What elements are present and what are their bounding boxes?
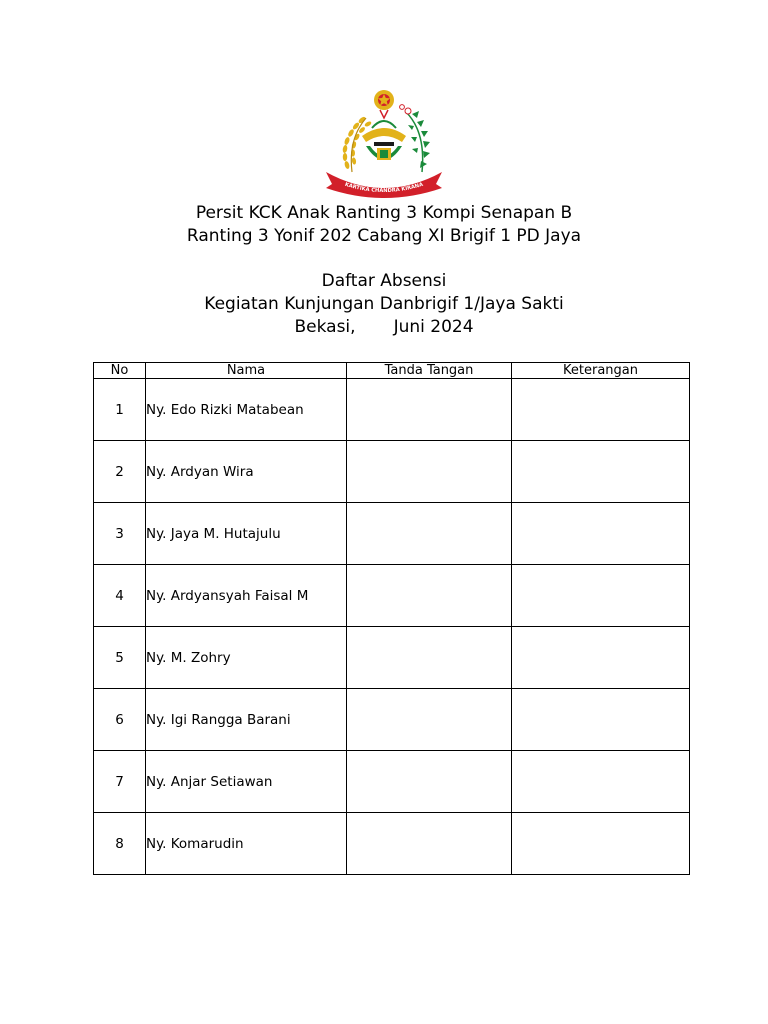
traditional-house-icon	[362, 110, 406, 160]
place-text: Bekasi,	[294, 317, 356, 337]
row-name: Ny. Ardyansyah Faisal M	[146, 565, 347, 627]
star-ornament-icon	[374, 90, 394, 110]
place-date-line	[0, 316, 768, 339]
signature-cell[interactable]	[347, 441, 512, 503]
header-line-2: Ranting 3 Yonif 202 Cabang XI Brigif 1 PD Jaya	[186, 226, 582, 246]
red-banner	[326, 172, 442, 198]
row-name: Ny. Jaya M. Hutajulu	[146, 503, 347, 565]
attendance-table	[93, 362, 690, 875]
column-header-tanda-tangan: Tanda Tangan	[347, 363, 512, 379]
date-text: Juni 2024	[393, 317, 474, 337]
signature-cell[interactable]	[347, 627, 512, 689]
row-number: 5	[94, 627, 146, 689]
document-title: Daftar Absensi	[321, 271, 447, 291]
organization-header	[0, 202, 768, 248]
row-number: 2	[94, 441, 146, 503]
table-row	[94, 379, 690, 441]
table-row	[94, 689, 690, 751]
row-name: Ny. Komarudin	[146, 813, 347, 875]
remarks-cell[interactable]	[512, 503, 690, 565]
row-name: Ny. Ardyan Wira	[146, 441, 347, 503]
row-number: 4	[94, 565, 146, 627]
signature-cell[interactable]	[347, 751, 512, 813]
table-row	[94, 751, 690, 813]
column-header-keterangan: Keterangan	[512, 363, 690, 379]
remarks-cell[interactable]	[512, 565, 690, 627]
activity-name: Kegiatan Kunjungan Danbrigif 1/Jaya Sakti	[204, 294, 564, 314]
logo-banner-text: KARTIKA CHANDRA KIRANA	[344, 181, 424, 195]
remarks-cell[interactable]	[512, 813, 690, 875]
remarks-cell[interactable]	[512, 627, 690, 689]
table-row	[94, 441, 690, 503]
table-row	[94, 627, 690, 689]
table-row	[94, 565, 690, 627]
table-row	[94, 813, 690, 875]
remarks-cell[interactable]	[512, 379, 690, 441]
row-name: Ny. Edo Rizki Matabean	[146, 379, 347, 441]
table-header-row	[94, 363, 690, 379]
row-name: Ny. Igi Rangga Barani	[146, 689, 347, 751]
row-number: 7	[94, 751, 146, 813]
header-line-1: Persit KCK Anak Ranting 3 Kompi Senapan B	[195, 203, 573, 223]
column-header-no: No	[94, 363, 146, 379]
row-number: 3	[94, 503, 146, 565]
document-title-block	[0, 270, 768, 339]
row-number: 1	[94, 379, 146, 441]
signature-cell[interactable]	[347, 689, 512, 751]
remarks-cell[interactable]	[512, 441, 690, 503]
kartika-emblem-logo	[322, 84, 446, 202]
signature-cell[interactable]	[347, 813, 512, 875]
signature-cell[interactable]	[347, 379, 512, 441]
row-number: 8	[94, 813, 146, 875]
column-header-nama: Nama	[146, 363, 347, 379]
row-name: Ny. Anjar Setiawan	[146, 751, 347, 813]
remarks-cell[interactable]	[512, 689, 690, 751]
row-name: Ny. M. Zohry	[146, 627, 347, 689]
table-row	[94, 503, 690, 565]
signature-cell[interactable]	[347, 565, 512, 627]
remarks-cell[interactable]	[512, 751, 690, 813]
rice-stalk-icon	[342, 116, 372, 172]
signature-cell[interactable]	[347, 503, 512, 565]
row-number: 6	[94, 689, 146, 751]
